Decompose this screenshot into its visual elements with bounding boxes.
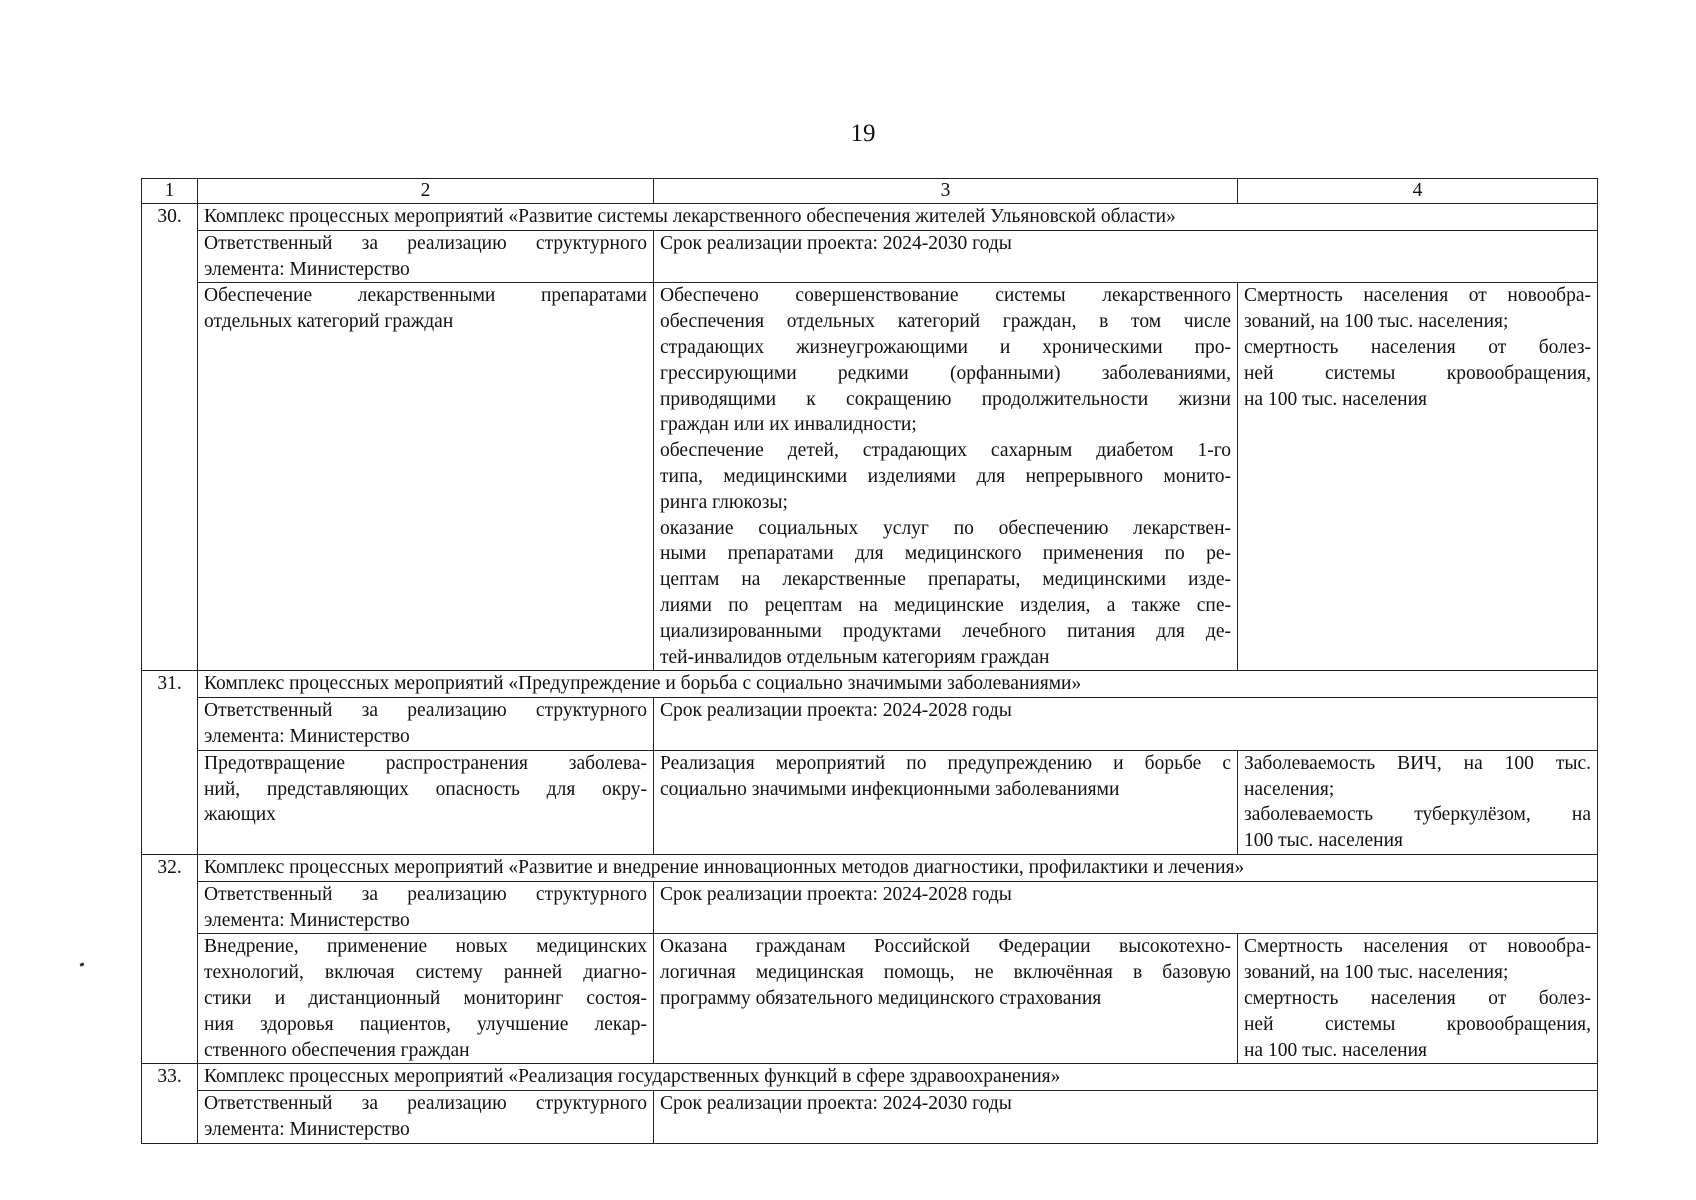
result-cell	[654, 283, 1238, 671]
text-line: на 100 тыс. населения	[1244, 1039, 1427, 1061]
text-line: элемента: Министерство	[204, 909, 410, 931]
task-cell	[198, 283, 654, 671]
responsible-cell	[198, 881, 654, 934]
text-line: смертность населения от болез-	[1244, 987, 1591, 1009]
table-header-row	[142, 179, 1598, 204]
text-line: ными препаратами для медицинского применения по ре-	[660, 543, 1231, 565]
text-line: ринга глюкозы;	[660, 491, 788, 513]
responsible-row	[142, 230, 1598, 283]
section-title: Комплекс процессных мероприятий «Развитие и внедрение инновационных методов диагностики, профилактики и лечения»	[198, 854, 1598, 881]
text-line: Смертность населения от новообра-	[1244, 285, 1591, 307]
text-line: страдающих жизнеугрожающими и хроническими про-	[660, 336, 1231, 358]
text-line: социально значимыми инфекционными заболеваниями	[660, 778, 1120, 800]
header-cell-1: 1	[142, 179, 198, 204]
task-cell	[198, 750, 654, 854]
text-line: лиями по рецептам на медицинские изделия, а также спе-	[660, 594, 1231, 616]
section-title: Комплекс процессных мероприятий «Реализация государственных функций в сфере здравоохранения»	[198, 1064, 1598, 1091]
text-line: стики и дистанционный мониторинг состоя-	[204, 987, 647, 1009]
text-line: зований, на 100 тыс. населения;	[1244, 962, 1509, 984]
result-cell	[654, 750, 1238, 854]
text-line: Реализация мероприятий по предупреждению и борьбе с	[660, 752, 1231, 774]
task-cell	[198, 934, 654, 1064]
text-line: ней системы кровообращения,	[1244, 1013, 1591, 1035]
text-line: Внедрение, применение новых медицинских	[204, 936, 647, 958]
text-line: тей-инвалидов отдельным категориям граждан	[660, 646, 1050, 668]
text-line: оказание социальных услуг по обеспечению лекарствен-	[660, 517, 1231, 539]
header-cell-2: 2	[198, 179, 654, 204]
text-line: логичная медицинская помощь, не включённая в базовую	[660, 962, 1231, 984]
text-line: ний, представляющих опасность для окру-	[204, 778, 647, 800]
section-title: Комплекс процессных мероприятий «Развитие системы лекарственного обеспечения жителей Ульяновской области»	[198, 204, 1598, 231]
text-line: Оказана гражданам Российской Федерации высокотехно-	[660, 936, 1231, 958]
text-line: обеспечение детей, страдающих сахарным диабетом 1-го	[660, 440, 1231, 462]
text-line: Предотвращение распространения заболева-	[204, 752, 647, 774]
text-line: Ответственный за реализацию структурного	[204, 232, 647, 254]
text-line: типа, медицинскими изделиями для непрерывного монито-	[660, 465, 1231, 487]
task-row	[142, 283, 1598, 671]
indicators-cell	[1238, 283, 1598, 671]
text-line: граждан или их инвалидности;	[660, 414, 917, 436]
responsible-row	[142, 698, 1598, 751]
text-line: Смертность населения от новообра-	[1244, 936, 1591, 958]
header-cell-3: 3	[654, 179, 1238, 204]
text-line: Ответственный за реализацию структурного	[204, 700, 647, 722]
page-number: 19	[850, 120, 876, 147]
text-line: элемента: Министерство	[204, 1118, 410, 1140]
text-line: цептам на лекарственные препараты, медицинскими изде-	[660, 569, 1231, 591]
term-cell: Срок реализации проекта: 2024-2030 годы	[654, 1091, 1598, 1144]
term-cell: Срок реализации проекта: 2024-2028 годы	[654, 881, 1598, 934]
text-line: Обеспечено совершенствование системы лекарственного	[660, 285, 1231, 307]
responsible-cell	[198, 1091, 654, 1144]
header-cell-4: 4	[1238, 179, 1598, 204]
task-row	[142, 934, 1598, 1064]
responsible-row	[142, 881, 1598, 934]
section-number: 31.	[142, 671, 198, 855]
indicators-cell	[1238, 934, 1598, 1064]
text-line: Заболеваемость ВИЧ, на 100 тыс.	[1244, 752, 1591, 774]
text-line: населения;	[1244, 778, 1335, 800]
responsible-row	[142, 1091, 1598, 1144]
text-line: смертность населения от болез-	[1244, 336, 1591, 358]
section-title-row	[142, 204, 1598, 231]
section-number: 32.	[142, 854, 198, 1063]
text-line: Обеспечение лекарственными препаратами	[204, 285, 647, 307]
responsible-cell	[198, 698, 654, 751]
text-line: ней системы кровообращения,	[1244, 362, 1591, 384]
section-title-row	[142, 671, 1598, 698]
section-number: 33.	[142, 1064, 198, 1143]
task-row	[142, 750, 1598, 854]
text-line: элемента: Министерство	[204, 725, 410, 747]
text-line: элемента: Министерство	[204, 258, 410, 280]
text-line: ственного обеспечения граждан	[204, 1039, 470, 1061]
result-cell	[654, 934, 1238, 1064]
text-line: жающих	[204, 804, 276, 826]
text-line: отдельных категорий граждан	[204, 311, 454, 333]
term-cell: Срок реализации проекта: 2024-2030 годы	[654, 230, 1598, 283]
text-line: грессирующими редкими (орфанными) заболеваниями,	[660, 362, 1231, 384]
text-line: циализированными продуктами лечебного питания для де-	[660, 620, 1231, 642]
program-table	[141, 178, 1598, 1144]
text-line: Ответственный за реализацию структурного	[204, 1093, 647, 1115]
text-line: технологий, включая систему ранней диагно-	[204, 962, 647, 984]
section-number: 30.	[142, 204, 198, 671]
text-line: заболеваемость туберкулёзом, на	[1244, 804, 1591, 826]
text-line: Ответственный за реализацию структурного	[204, 883, 647, 905]
text-line: обеспечения отдельных категорий граждан, в том числе	[660, 311, 1231, 333]
text-line: 100 тыс. населения	[1244, 830, 1404, 852]
text-line: на 100 тыс. населения	[1244, 388, 1427, 410]
indicators-cell	[1238, 750, 1598, 854]
text-line: ния здоровья пациентов, улучшение лекар-	[204, 1013, 647, 1035]
responsible-cell	[198, 230, 654, 283]
section-title-row	[142, 1064, 1598, 1091]
scan-artifact-mark	[80, 962, 85, 966]
section-title: Комплекс процессных мероприятий «Предупреждение и борьба с социально значимыми заболеваниями»	[198, 671, 1598, 698]
text-line: зований, на 100 тыс. населения;	[1244, 311, 1509, 333]
section-title-row	[142, 854, 1598, 881]
text-line: приводящими к сокращению продолжительности жизни	[660, 388, 1231, 410]
term-cell: Срок реализации проекта: 2024-2028 годы	[654, 698, 1598, 751]
text-line: программу обязательного медицинского страхования	[660, 987, 1102, 1009]
